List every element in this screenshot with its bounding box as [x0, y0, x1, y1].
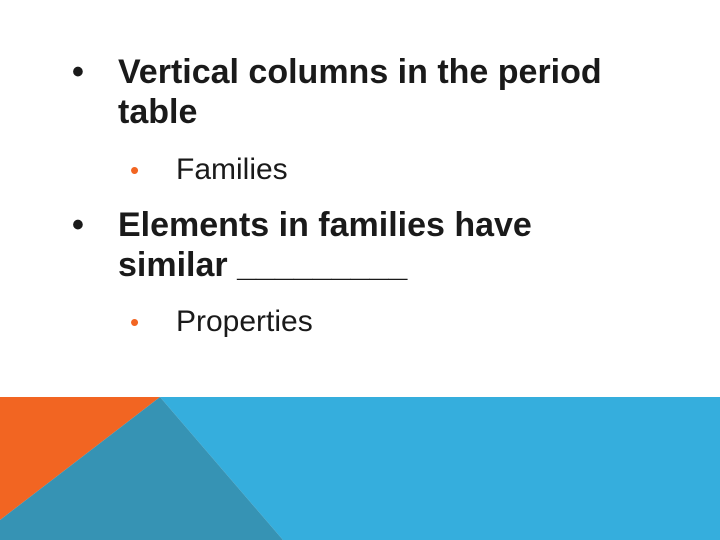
sub-bullet-text: Families: [176, 153, 288, 186]
bullet-item-1: [72, 52, 638, 132]
bullet-item-2: [72, 205, 638, 285]
sub-bullet-item-2: [130, 304, 313, 340]
bullet-marker: •: [72, 206, 84, 244]
sub-bullet-text: Properties: [176, 305, 313, 338]
sub-bullet-marker: •: [130, 155, 140, 185]
bullet-text: Elements in families have similar _________: [118, 206, 532, 284]
sub-bullet-marker: •: [130, 307, 140, 337]
bullet-marker: •: [72, 53, 84, 91]
bullet-text: Vertical columns in the period table: [118, 53, 602, 131]
sub-bullet-item-1: [130, 152, 288, 188]
